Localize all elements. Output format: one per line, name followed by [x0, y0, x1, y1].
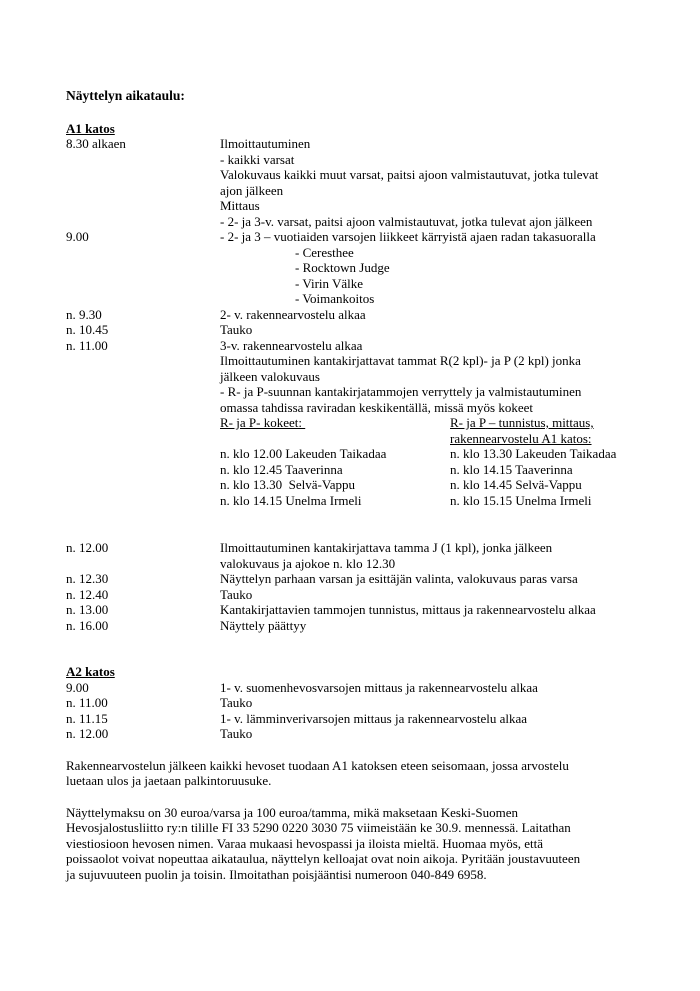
description-cell	[220, 338, 680, 416]
description-cell	[220, 680, 680, 696]
section-a2	[66, 664, 680, 742]
description-line: 1- v. lämminverivarsojen mittaus ja rakennearvostelu alkaa	[220, 710, 528, 726]
description-line: Tauko	[220, 322, 253, 337]
description-cell	[220, 322, 680, 338]
tests-column-left	[220, 415, 450, 508]
schedule-row	[66, 571, 680, 587]
horse-name-line: - Virin Välke	[295, 275, 364, 291]
test-slot: n. klo 12.45 Taaverinna	[220, 461, 343, 477]
paragraph-line: viestiosioon hevosen nimen. Varaa mukaasi hevospassi ja iloista mieltä. Huomaa myös, että	[66, 835, 544, 851]
description-line: Tauko	[220, 726, 253, 741]
description-line: Tauko	[220, 586, 253, 602]
time-cell: 8.30 alkaen	[66, 136, 126, 151]
test-slot: n. klo 13.30 Selvä-Vappu	[220, 477, 356, 492]
description-cell	[220, 618, 680, 634]
description-line: 1- v. suomenhevosvarsojen mittaus ja rakennearvostelu alkaa	[220, 679, 538, 695]
blank-line	[220, 431, 450, 447]
time-cell: n. 12.30	[66, 571, 109, 586]
closing-paragraph-2	[66, 805, 680, 883]
schedule-row	[66, 680, 680, 696]
time-cell: n. 12.00	[66, 726, 109, 741]
schedule-row	[66, 307, 680, 323]
description-line: Näyttelyn parhaan varsan ja esittäjän valinta, valokuvaus paras varsa	[220, 571, 578, 586]
time-cell: n. 9.30	[66, 306, 102, 322]
horse-name-line: - Rocktown Judge	[295, 260, 390, 275]
test-slot: n. klo 13.30 Lakeuden Taikadaa	[450, 446, 617, 461]
schedule-row	[66, 602, 680, 618]
schedule-row	[66, 587, 680, 603]
paragraph-line: Rakennearvostelun jälkeen kaikki hevoset tuodaan A1 katoksen eteen seisomaan, jossa arvostelu	[66, 757, 569, 773]
tests-right-heading: R- ja P – tunnistus, mittaus,	[450, 415, 594, 430]
schedule-row	[66, 618, 680, 634]
description-line: - R- ja P-suunnan kantakirjatammojen verryttely ja valmistautuminen	[220, 384, 582, 399]
time-cell: n. 16.00	[66, 617, 109, 633]
schedule-row	[66, 711, 680, 727]
schedule-row	[66, 726, 680, 742]
description-line: Ilmoittautuminen kantakirjattava tamma J (1 kpl), jonka jälkeen	[220, 540, 553, 555]
description-line: Ilmoittautuminen	[220, 136, 311, 151]
section-a1	[66, 121, 680, 634]
time-cell: n. 10.45	[66, 322, 109, 337]
test-slot: n. klo 12.00 Lakeuden Taikadaa	[220, 446, 387, 461]
test-slot: n. klo 14.15 Taaverinna	[450, 461, 573, 477]
description-cell	[220, 307, 680, 323]
tests-column-right	[450, 415, 680, 508]
schedule-row	[66, 540, 680, 571]
test-slot: n. klo 15.15 Unelma Irmeli	[450, 492, 592, 508]
time-cell: n. 11.00	[66, 695, 108, 710]
description-line: - 2- ja 3-v. varsat, paitsi ajoon valmistautuvat, jotka tulevat ajon jälkeen	[220, 213, 593, 229]
test-slot: n. klo 14.45 Selvä-Vappu	[450, 477, 582, 492]
description-cell	[220, 229, 680, 307]
description-line: Tauko	[220, 695, 253, 710]
description-cell	[220, 602, 680, 618]
test-slot: n. klo 14.15 Unelma Irmeli	[220, 492, 362, 508]
closing-paragraph-1	[66, 758, 680, 789]
tests-right-heading: rakennearvostelu A1 katos:	[450, 430, 592, 446]
tests-columns	[220, 415, 680, 508]
description-line: 3-v. rakennearvostelu alkaa	[220, 337, 363, 353]
description-cell	[220, 726, 680, 742]
tests-table	[66, 415, 680, 508]
time-cell: n. 12.40	[66, 586, 109, 602]
description-cell	[220, 695, 680, 711]
paragraph-line: poissaolot voivat nopeuttaa aikataulua, näyttelyn kelloajat ovat noin aikoja. Pyritään joustavuuteen	[66, 851, 581, 866]
description-line: Kantakirjattavien tammojen tunnistus, mittaus ja rakennearvostelu alkaa	[220, 602, 596, 617]
description-line: Näyttely päättyy	[220, 617, 307, 633]
paragraph-line: Näyttelymaksu on 30 euroa/varsa ja 100 euroa/tamma, mikä maksetaan Keski-Suomen	[66, 804, 518, 820]
time-cell: 9.00	[66, 229, 89, 244]
time-cell: n. 12.00	[66, 540, 109, 555]
description-cell	[220, 571, 680, 587]
horse-name-line: - Ceresthee	[295, 244, 354, 260]
schedule-row	[66, 229, 680, 307]
description-line: omassa tahdissa raviradan keskikentällä, missä myös kokeet	[220, 399, 534, 415]
description-line: Ilmoittautuminen kantakirjattavat tammat R(2 kpl)- ja P (2 kpl) jonka	[220, 353, 581, 368]
description-line: - 2- ja 3 – vuotiaiden varsojen liikkeet kärryistä ajaen radan takasuoralla	[220, 229, 596, 244]
description-line: Valokuvaus kaikki muut varsat, paitsi ajoon valmistautuvat, jotka tulevat	[220, 167, 599, 182]
time-cell: n. 11.15	[66, 710, 108, 726]
paragraph-line: ja sujuvuuteen puolin ja toisin. Ilmoitathan poisjääntisi numeroon 040-849 6958.	[66, 866, 487, 882]
description-cell	[220, 136, 680, 229]
section-a1-heading: A1 katos	[66, 120, 115, 136]
time-cell: n. 11.00	[66, 337, 108, 353]
section-a2-heading: A2 katos	[66, 664, 115, 679]
schedule-row	[66, 322, 680, 338]
description-line: 2- v. rakennearvostelu alkaa	[220, 306, 366, 322]
schedule-row	[66, 695, 680, 711]
schedule-row	[66, 136, 680, 229]
time-cell: n. 13.00	[66, 602, 109, 617]
paragraph-line: luetaan ulos ja jaetaan palkintoruusuke.	[66, 773, 272, 788]
horse-name-line: - Voimankoitos	[295, 291, 375, 306]
description-line: - kaikki varsat	[220, 151, 295, 167]
description-line: Mittaus	[220, 198, 260, 213]
schedule-row	[66, 338, 680, 416]
description-cell	[220, 711, 680, 727]
description-line: jälkeen valokuvaus	[220, 368, 320, 384]
paragraph-line: Hevosjalostusliitto ry:n tilille FI 33 5290 0220 3030 75 viimeistään ke 30.9. mennessä. Laitathan	[66, 820, 571, 835]
description-line: valokuvaus ja ajokoe n. klo 12.30	[220, 555, 396, 571]
document-title: Näyttelyn aikataulu:	[66, 88, 185, 103]
time-cell: 9.00	[66, 679, 89, 695]
tests-left-heading: R- ja P- kokeet:	[220, 415, 306, 430]
description-cell	[220, 587, 680, 603]
description-line: ajon jälkeen	[220, 182, 284, 198]
description-cell	[220, 540, 680, 571]
